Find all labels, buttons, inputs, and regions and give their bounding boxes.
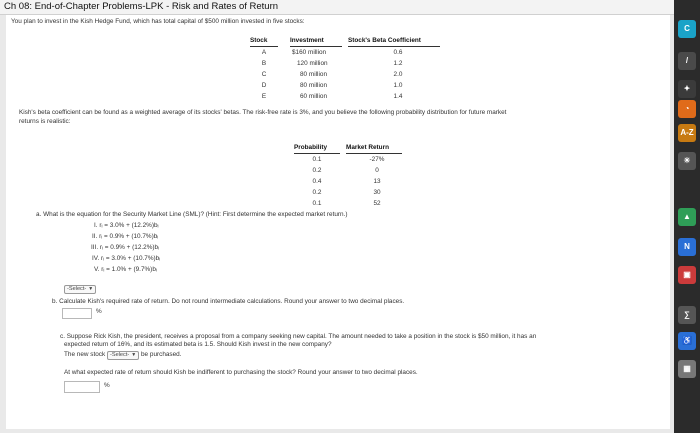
- new-stock-suffix: be purchased.: [141, 351, 182, 358]
- probability-header-rule: [294, 153, 340, 154]
- pencil-icon[interactable]: /: [678, 52, 696, 70]
- beta-header: Stock's Beta Coefficient: [348, 37, 421, 44]
- tool-icon[interactable]: ✦: [678, 80, 696, 98]
- math-icon[interactable]: ∑: [678, 306, 696, 324]
- beta-cell: 1.0: [393, 82, 403, 89]
- stock-header: Stock: [250, 37, 268, 44]
- purchase-select[interactable]: [107, 351, 139, 360]
- drive-icon[interactable]: ▲: [678, 208, 696, 226]
- sml-option: V. rᵢ = 1.0% + (9.7%)bᵢ: [94, 266, 157, 273]
- question-a-select[interactable]: [64, 285, 96, 294]
- new-stock-sentence: [64, 351, 182, 360]
- probability-cell: 0.1: [312, 156, 322, 163]
- market-return-header-rule: [346, 153, 402, 154]
- return-cell: 0: [375, 167, 379, 174]
- required-return-input[interactable]: [62, 308, 92, 319]
- sml-option: I. rᵢ = 3.0% + (12.2%)bᵢ: [94, 222, 159, 229]
- notes-icon[interactable]: N: [678, 238, 696, 256]
- edge-icon[interactable]: C: [678, 20, 696, 38]
- probability-cell: 0.2: [312, 189, 322, 196]
- return-cell: 30: [373, 189, 381, 196]
- sml-option: III. rᵢ = 0.9% + (12.2%)bᵢ: [91, 244, 160, 251]
- beta-header-rule: [348, 46, 440, 47]
- stock-cell: E: [261, 93, 267, 100]
- probability-cell: 0.2: [312, 167, 322, 174]
- probability-cell: 0.1: [312, 200, 322, 207]
- new-stock-prefix: The new stock: [64, 351, 106, 358]
- percent-unit: %: [96, 308, 102, 315]
- stock-cell: B: [261, 60, 267, 67]
- beta-text-line2: returns is realistic:: [19, 118, 71, 125]
- window-title: Ch 08: End-of-Chapter Problems-LPK - Risk and Rates of Return: [0, 0, 676, 15]
- sml-option: II. rᵢ = 0.9% + (10.7%)bᵢ: [92, 233, 159, 240]
- accessibility-icon[interactable]: ♿: [678, 332, 696, 350]
- problem-document: [6, 15, 670, 429]
- indifferent-question: At what expected rate of return should Kish be indifferent to purchasing the stock? Round your answer to two decimal places.: [64, 369, 418, 376]
- weather-icon[interactable]: ☀: [678, 152, 696, 170]
- probability-header: Probability: [294, 144, 328, 151]
- percent-unit: %: [104, 382, 110, 389]
- stock-cell: C: [261, 71, 267, 78]
- investment-header-rule: [290, 46, 342, 47]
- question-a-select-label: -Select-: [67, 286, 87, 292]
- beta-cell: 1.2: [393, 60, 403, 67]
- investment-header: Investment: [290, 37, 324, 44]
- question-a-text: a. What is the equation for the Security Market Line (SML)? (Hint: First determine the expected market return.): [36, 211, 348, 218]
- az-icon[interactable]: A-Z: [678, 124, 696, 142]
- stock-cell: D: [261, 82, 267, 89]
- indifferent-return-input[interactable]: [64, 381, 100, 393]
- sml-option: IV. rᵢ = 3.0% + (10.7%)bᵢ: [92, 255, 161, 262]
- intro-text: You plan to invest in the Kish Hedge Fund, which has total capital of $500 million invested in five stocks:: [11, 18, 305, 25]
- purchase-select-label: -Select-: [109, 352, 130, 358]
- beta-text-line1: Kish's beta coefficient can be found as a weighted average of its stocks' betas. The risk-free rate is 3%, and you believe the following probability distribution for future market: [19, 109, 507, 116]
- return-cell: 13: [373, 178, 381, 185]
- beta-cell: 2.0: [393, 71, 403, 78]
- chevron-down-icon: ▼: [88, 286, 94, 292]
- stock-cell: A: [261, 49, 267, 56]
- beta-cell: 0.6: [393, 49, 403, 56]
- image-icon[interactable]: ▣: [678, 266, 696, 284]
- beta-cell: 1.4: [393, 93, 403, 100]
- question-b-text: b. Calculate Kish's required rate of return. Do not round intermediate calculations. Round your answer to two decimal places.: [52, 298, 405, 305]
- rss-icon[interactable]: ◔: [678, 100, 696, 118]
- chevron-down-icon: ▼: [131, 352, 137, 358]
- investment-cell: 80 million: [300, 71, 327, 78]
- market-return-header: Market Return: [346, 144, 389, 151]
- return-cell: 52: [373, 200, 381, 207]
- return-cell: -27%: [369, 156, 385, 163]
- investment-cell: 80 million: [300, 82, 327, 89]
- question-c-line2: expected return of 16%, and its estimated beta is 1.5. Should Kish invest in the new company?: [64, 341, 332, 348]
- stock-header-rule: [250, 46, 278, 47]
- investment-cell: 60 million: [300, 93, 327, 100]
- investment-cell: 120 million: [297, 60, 328, 67]
- probability-cell: 0.4: [312, 178, 322, 185]
- right-sidebar: [674, 0, 700, 433]
- investment-cell: $160 million: [292, 49, 327, 56]
- question-c-line1: c. Suppose Rick Kish, the president, receives a proposal from a company seeking new capital. The amount needed to take a position in the stock is $50 million, it has an: [60, 333, 537, 340]
- calendar-icon[interactable]: ▦: [678, 360, 696, 378]
